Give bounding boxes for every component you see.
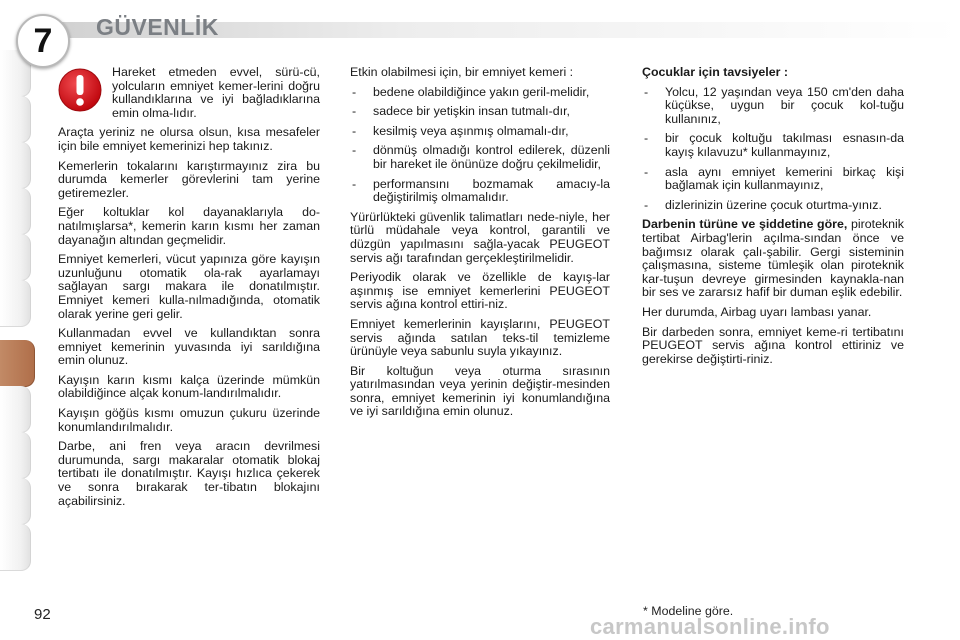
seat-belt-requirements-list (350, 86, 610, 205)
chapter-tab-11[interactable] (0, 524, 31, 571)
impact-paragraph (642, 218, 904, 300)
paragraph: Kullanmadan evvel ve kullandıktan sonra emniyet kemerinin yuvasında iyi sarıldığına emin olunuz. (58, 326, 320, 368)
watermark: carmanualsonline.info (590, 614, 830, 639)
impact-text: piroteknik tertibat Airbag'lerin açılma-sından önce ve bağımsız olarak çalı-şabilir. Gergi sisteminin çalışmasına, sisteme tümleşik olan piroteknik kar-tuşun devreye girmesinden kaynakla-nan bir ses ve zararsız hafif bir duman eşlik edebilir. (642, 217, 904, 300)
list-item: - bir çocuk koltuğu takılması esnasın-da kayış kılavuzu* kullanmayınız, (642, 132, 904, 159)
paragraph: Yürürlükteki güvenlik talimatları nede-niyle, her türlü müdahale veya kontrol, garantili ve düzgün yapılmasını sağla-yacak PEUGEOT servis ağı tarafından gerçekleştirilmelidir. (350, 209, 610, 265)
chapter-number: 7 (33, 21, 53, 60)
list-item: - sadece bir yetişkin insan tutmalı-dır, (350, 105, 610, 119)
paragraph: Kayışın göğüs kısmı omuzun çukuru üzerinde konumlandırılmalıdır. (58, 406, 320, 434)
paragraph: Eğer koltuklar kol dayanaklarıyla do-natılmışlarsa*, kemerin karın kısmı her zaman dayanağın altından geçmelidir. (58, 205, 320, 247)
paragraph: Her durumda, Airbag uyarı lambası yanar. (642, 304, 872, 319)
chapter-tab-strip (0, 0, 44, 640)
chapter-tab-6[interactable] (0, 280, 31, 327)
page-title: GÜVENLİK (96, 14, 219, 40)
list-item: - dizlerinizin üzerine çocuk oturtma-yınız. (642, 199, 904, 213)
paragraph: Darbe, ani fren veya aracın devrilmesi durumunda, sargı makaralar otomatik blokaj tertibatı ile donatılmıştır. Kayışı hızlıca çekerek ve sonra bırakarak ter-tibatın blokajını açabilirsiniz. (58, 439, 320, 508)
footnote: * Modeline göre. (643, 604, 734, 618)
list-item: - kesilmiş veya aşınmış olmamalı-dır, (350, 125, 610, 139)
text-column-3 (642, 66, 904, 372)
paragraph: Kemerlerin tokalarını karıştırmayınız zira bu durumda kemerler görevlerini tam yerine getiremezler. (58, 158, 320, 200)
list-item: - asla aynı emniyet kemerini birkaç kişi bağlamak için kullanmayınız, (642, 166, 904, 193)
list-item: - bedene olabildiğince yakın geril-melidir, (350, 86, 610, 100)
chapter-tab-4[interactable] (0, 188, 31, 235)
child-advice-list (642, 86, 904, 213)
paragraph: Emniyet kemerleri, vücut yapınıza göre kayışın uzunluğunu otomatik ola-rak ayarlamayı sağlayan sargı makara ile donatılmıştır. Emniyet kemeri kulla-nılmadığında, otomatik olarak yerine geri gelir. (58, 252, 320, 321)
chapter-number-badge (16, 14, 70, 68)
chapter-tab-10[interactable] (0, 478, 31, 525)
list-item: - Yolcu, 12 yaşından veya 150 cm'den daha küçükse, uygun bir çocuk kol-tuğu kullanınız, (642, 86, 904, 127)
paragraph: Kayışın karın kısmı kalça üzerinde mümkün olabildiğince alçak konum-landırılmalıdır. (58, 372, 320, 401)
chapter-tab-5[interactable] (0, 234, 31, 281)
page-number: 92 (34, 606, 51, 623)
list-item: - performansını bozmamak amacıy-la değiştirilmiş olmamalıdır. (350, 178, 610, 205)
chapter-tab-8[interactable] (0, 386, 31, 433)
paragraph: Periyodik olarak ve özellikle de kayış-lar aşınmış ise emniyet kemerlerini PEUGEOT servis ağına kontrol ettiri-niz. (350, 270, 610, 312)
text-column-1 (58, 66, 320, 514)
text-column-2 (350, 66, 610, 425)
paragraph: Bir darbeden sonra, emniyet keme-ri tertibatını PEUGEOT servis ağına kontrol ettiriniz ve gerekirse değiştirti-riniz. (642, 324, 904, 366)
chapter-tab-3[interactable] (0, 142, 31, 189)
paragraph: Araçta yeriniz ne olursa olsun, kısa mesafeler için bile emniyet kemerinizi hep takınız. (58, 125, 320, 153)
list-item: - dönmüş olmadığı kontrol edilerek, düzenli bir hareket ile önünüze doğru çekilmelidir, (350, 144, 610, 171)
paragraph: Emniyet kemerlerinin kayışlarını, PEUGEOT servis ağında satılan teks-til temizleme ürünüyle veya sabunlu suyla yıkayınız. (350, 316, 610, 359)
paragraph: Bir koltuğun veya oturma sırasının yatırılmasından veya yerinin değiştir-mesinden sonra, emniyet kemerinin iyi konumlandığına ve iyi sarıldığına emin olunuz. (350, 363, 610, 419)
section-heading: Çocuklar için tavsiyeler : (642, 65, 789, 79)
chapter-tab-7-active[interactable] (0, 340, 35, 387)
paragraph: Hareket etmeden evvel, sürü-cü, yolcuların emniyet kemer-lerini doğru kullandıklarına ve iyi bağladıklarına emin olma-lıdır. (112, 65, 320, 120)
impact-lead: Darbenin türüne ve şiddetine göre, (642, 217, 848, 232)
chapter-tab-2[interactable] (0, 96, 31, 143)
list-intro: Etkin olabilmesi için, bir emniyet kemeri : (350, 65, 574, 79)
chapter-tab-9[interactable] (0, 432, 31, 479)
